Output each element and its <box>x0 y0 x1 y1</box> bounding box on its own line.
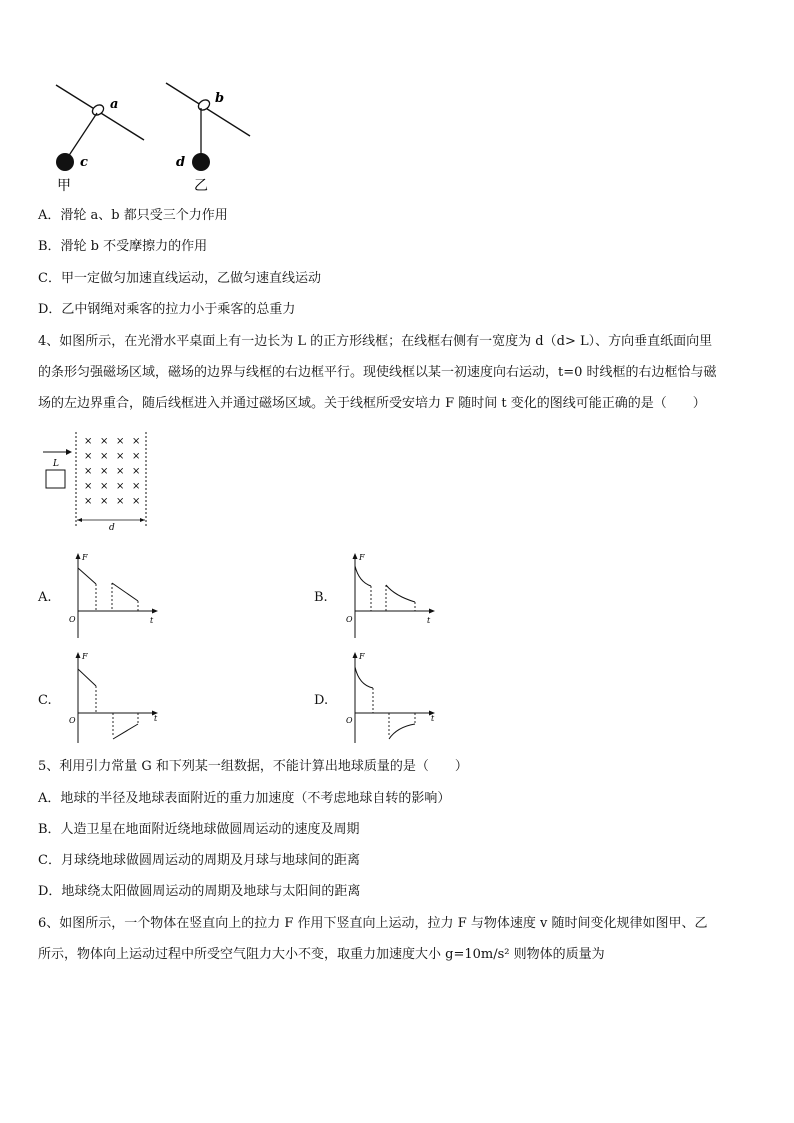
ball-d <box>192 153 210 171</box>
field-cross-mark: × <box>100 496 109 507</box>
graph-a <box>66 552 166 647</box>
graph-b-curve-entering <box>355 566 371 586</box>
loop-field-figure <box>40 430 160 535</box>
field-cross-mark: × <box>116 481 125 492</box>
graph-b-t-label: t <box>427 616 431 625</box>
field-cross-mark: × <box>132 496 141 507</box>
q4-stem-line-1: 4、如图所示，在光滑水平桌面上有一边长为 L 的正方形线框；在线框右侧有一宽度为 d（d> L）、方向垂直纸面向里 <box>38 334 713 349</box>
graph-c-y-arrow <box>76 652 81 658</box>
field-crosses <box>84 436 140 507</box>
graph-a-x-arrow <box>152 609 158 614</box>
loop-side-label: L <box>53 459 59 469</box>
q6-stem-line-2: 所示，物体向上运动过程中所受空气阻力大小不变，取重力加速度大小 g=10m/s² 则物体的质量为 <box>38 947 605 962</box>
q3-option-d: D．乙中钢绳对乘客的拉力小于乘客的总重力 <box>38 302 296 317</box>
q5-option-b: B．人造卫星在地面附近绕地球做圆周运动的速度及周期 <box>38 822 360 837</box>
square-loop <box>46 470 65 488</box>
graph-a-label: A. <box>38 590 52 605</box>
field-cross-mark: × <box>132 466 141 477</box>
q4-stem-line-2: 的条形匀强磁场区域，磁场的边界与线框的右边框平行。现使线框以某一初速度向右运动，t=0 时线框的右边框恰与磁 <box>38 365 717 380</box>
field-cross-mark: × <box>100 466 109 477</box>
field-cross-mark: × <box>84 466 93 477</box>
graph-d-y-arrow <box>353 652 358 658</box>
field-cross-mark: × <box>116 496 125 507</box>
graph-c-label: C. <box>38 693 52 708</box>
field-cross-mark: × <box>84 436 93 447</box>
cable-yi <box>166 83 250 136</box>
q3-option-c: C．甲一定做匀加速直线运动，乙做匀速直线运动 <box>38 271 321 286</box>
graph-b-curve-exiting <box>386 585 415 602</box>
q5-stem: 5、利用引力常量 G 和下列某一组数据，不能计算出地球质量的是（ ） <box>38 759 468 774</box>
pulley-b-label: b <box>215 91 225 106</box>
width-arrow-left <box>77 518 82 522</box>
graph-b-label: B. <box>314 590 328 605</box>
q3-option-a: A．滑轮 a、b 都只受三个力作用 <box>38 208 228 223</box>
graph-b-y-arrow <box>353 553 358 559</box>
velocity-arrow-head <box>66 449 72 455</box>
field-cross-mark: × <box>116 436 125 447</box>
field-width-label: d <box>109 523 115 533</box>
graph-b-origin: O <box>346 615 353 624</box>
graph-a-curve-entering <box>78 568 96 584</box>
caption-jia: 甲 <box>57 178 71 194</box>
field-cross-mark: × <box>84 451 93 462</box>
q5-option-a: A．地球的半径及地球表面附近的重力加速度（不考虑地球自转的影响） <box>38 791 451 806</box>
field-cross-mark: × <box>116 451 125 462</box>
graph-d-origin: O <box>346 716 353 725</box>
field-cross-mark: × <box>100 451 109 462</box>
graph-d-t-label: t <box>431 714 435 723</box>
field-cross-mark: × <box>100 436 109 447</box>
graph-b-f-label: F <box>359 553 365 562</box>
graph-c-t-label: t <box>154 714 158 723</box>
pulley-figure-jia <box>40 80 160 195</box>
q5-option-c: C．月球绕地球做圆周运动的周期及月球与地球间的距离 <box>38 853 360 868</box>
q4-stem-line-3: 场的左边界重合，随后线框进入并通过磁场区域。关于线框所受安培力 F 随时间 t 变化的图线可能正确的是（ ） <box>38 396 706 411</box>
graph-c-curve-entering <box>78 669 96 686</box>
pulley-a-label: a <box>110 97 119 112</box>
q6-stem-line-1: 6、如图所示，一个物体在竖直向上的拉力 F 作用下竖直向上运动，拉力 F 与物体速度 v 随时间变化规律如图甲、乙 <box>38 916 708 931</box>
q3-option-b: B．滑轮 b 不受摩擦力的作用 <box>38 239 208 254</box>
field-cross-mark: × <box>132 481 141 492</box>
graph-b <box>343 552 443 647</box>
graph-c-origin: O <box>69 716 76 725</box>
graph-c <box>66 651 166 746</box>
width-arrow-right <box>140 518 145 522</box>
caption-yi: 乙 <box>194 178 208 194</box>
rope-jia <box>66 113 97 160</box>
field-cross-mark: × <box>116 466 125 477</box>
graph-c-f-label: F <box>82 652 88 661</box>
field-cross-mark: × <box>132 451 141 462</box>
graph-a-y-arrow <box>76 553 81 559</box>
graph-d-label: D. <box>314 693 329 708</box>
ball-c <box>56 153 74 171</box>
graph-d-f-label: F <box>359 652 365 661</box>
field-cross-mark: × <box>132 436 141 447</box>
field-cross-mark: × <box>84 496 93 507</box>
graph-b-x-arrow <box>429 609 435 614</box>
field-cross-mark: × <box>100 481 109 492</box>
graph-d-curve-exiting <box>389 724 415 739</box>
field-cross-mark: × <box>84 481 93 492</box>
graph-a-origin: O <box>69 615 76 624</box>
graph-a-t-label: t <box>150 616 154 625</box>
pulley-figure-yi <box>160 78 280 196</box>
graph-d-curve-entering <box>355 667 373 688</box>
graph-c-curve-exiting <box>113 724 138 739</box>
ball-d-label: d <box>176 155 186 170</box>
graph-a-curve-exiting <box>112 583 138 601</box>
ball-c-label: c <box>80 155 88 170</box>
q5-option-d: D．地球绕太阳做圆周运动的周期及地球与太阳间的距离 <box>38 884 361 899</box>
graph-d <box>343 651 443 746</box>
graph-a-f-label: F <box>82 553 88 562</box>
